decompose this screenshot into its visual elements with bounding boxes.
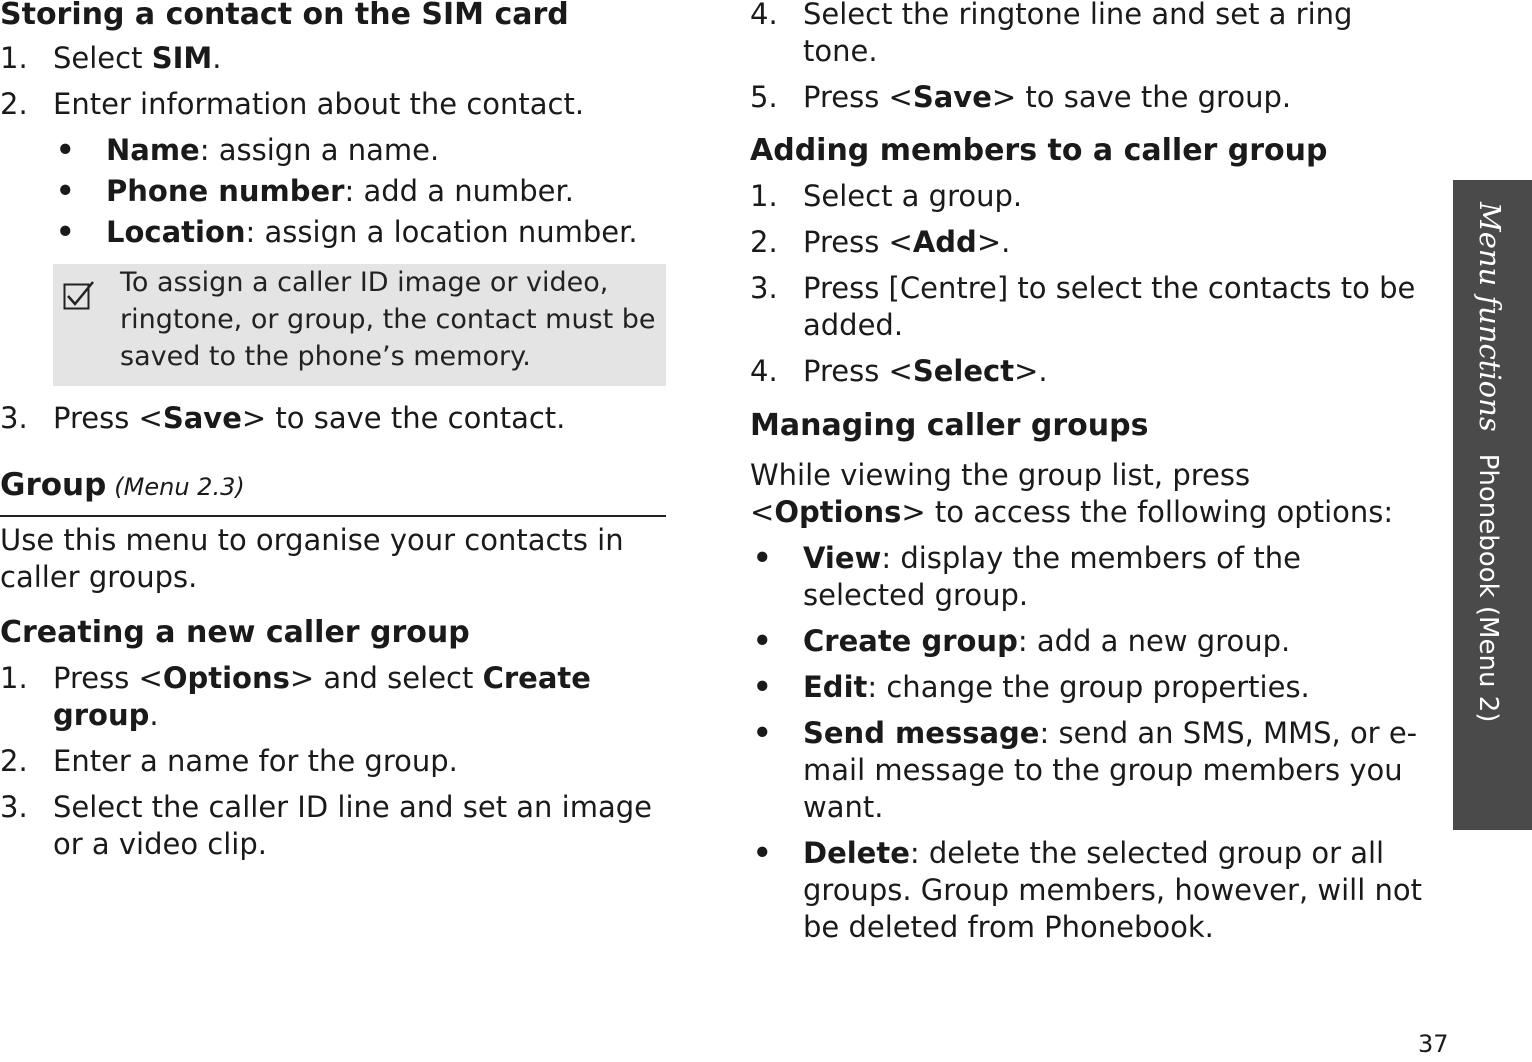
- list-item: 2. Press <Add>.: [750, 225, 1011, 259]
- list-item: • Edit: change the group properties.: [753, 670, 1310, 704]
- list-item: • Location: assign a location number.: [56, 215, 638, 249]
- group-intro: Use this menu to organise your contacts in caller groups.: [0, 523, 624, 594]
- side-tab-section: Phonebook (Menu 2): [1473, 453, 1503, 723]
- manage-intro: While viewing the group list, press <Options> to access the following options:: [750, 458, 1394, 529]
- list-item: • Name: assign a name.: [56, 133, 440, 167]
- list-item: 4. Press <Select>.: [750, 354, 1048, 388]
- sim-step-3: [0, 400, 668, 437]
- list-item: • Phone number: add a number.: [56, 174, 575, 208]
- heading-manage-groups: Managing caller groups: [750, 408, 1149, 443]
- list-item: 3. Press <Save> to save the contact.: [0, 401, 566, 435]
- note-text: To assign a caller ID image or video, ringtone, or group, the contact must be saved to the phone’s memory.: [120, 267, 656, 372]
- group-title: Group: [0, 467, 107, 503]
- group-menu-ref: (Menu 2.3): [114, 473, 245, 501]
- list-item: 1. Select SIM.: [0, 41, 222, 75]
- heading-sim-storage: Storing a contact on the SIM card: [0, 0, 569, 32]
- sim-fields: [0, 132, 668, 251]
- list-item: 3. Press [Centre] to select the contacts to be added.: [750, 271, 1416, 342]
- section-title-group: [0, 467, 666, 517]
- list-item: 2. Enter information about the contact.: [0, 87, 585, 121]
- create-steps-continued: [750, 0, 1430, 116]
- side-tab-chapter: Menu functions: [1473, 202, 1507, 432]
- list-item: 1. Select a group.: [750, 179, 1023, 213]
- add-steps: [750, 178, 1430, 390]
- create-steps: [0, 660, 668, 863]
- heading-create-group: Creating a new caller group: [0, 615, 470, 650]
- page-number: 37: [1418, 1030, 1449, 1058]
- list-item: 5. Press <Save> to save the group.: [750, 80, 1292, 114]
- list-item: 2. Enter a name for the group.: [0, 744, 458, 778]
- options-list: [750, 540, 1430, 946]
- note-box: [53, 264, 666, 386]
- list-item: • Delete: delete the selected group or all groups. Group members, however, will not be deleted from Phonebook.: [753, 836, 1422, 944]
- list-item: 4. Select the ringtone line and set a ring tone.: [750, 0, 1353, 68]
- list-item: 1. Press <Options> and select Create group.: [0, 661, 591, 732]
- list-item: • Create group: add a new group.: [753, 624, 1291, 658]
- list-item: • Send message: send an SMS, MMS, or e-mail message to the group members you want.: [753, 716, 1418, 824]
- list-item: 3. Select the caller ID line and set an image or a video clip.: [0, 790, 652, 861]
- heading-add-members: Adding members to a caller group: [750, 133, 1328, 168]
- sim-steps: [0, 40, 668, 123]
- checkbox-note-icon: [63, 280, 95, 310]
- side-tab-label: [1453, 180, 1532, 830]
- list-item: • View: display the members of the selected group.: [753, 541, 1301, 612]
